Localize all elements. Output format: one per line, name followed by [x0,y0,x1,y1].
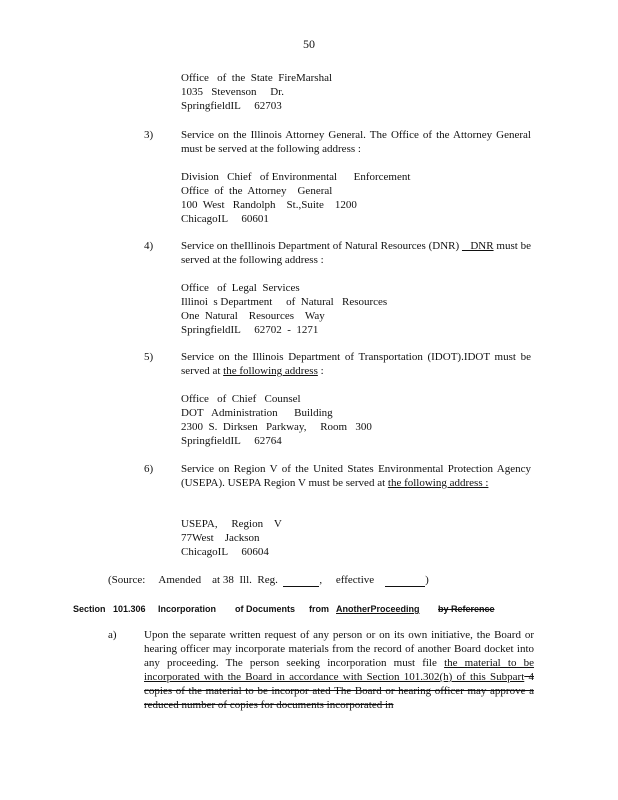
item-number: 4) [144,240,154,252]
item-text-part: Service on Region V of the United States Environmental Protection Agency (USEPA). USEPA Region V must be served at [181,463,531,489]
address-line: SpringfieldIL 62702 - 1271 [181,324,319,336]
address-line: Office of the Attorney General [181,185,333,197]
item-text [181,239,531,267]
address-line: 2300 S. Dirksen Parkway, Room 300 [181,421,372,433]
address-line: ChicagoIL 60604 [181,546,269,558]
address-line: Illinoi s Department of Natural Resources [181,296,388,308]
date-blank [283,575,319,587]
attorney-general-address [181,170,541,226]
inserted-text: the following address [223,365,318,377]
item-number: 3) [144,129,154,141]
address-line: 100 West Randolph St.,Suite 1200 [181,199,357,211]
item-text [181,462,531,490]
address-line: One Natural Resources Way [181,310,325,322]
item-text-part: Service on the Illinois Department of Transportation (IDOT).IDOT must be served at [181,351,531,377]
section-title-word: from [309,604,329,614]
item-text-part: : [317,365,324,377]
source-suffix: ) [425,574,429,586]
item-text [181,350,531,378]
dnr-address [181,281,541,337]
item-text: Service on the Illinois Attorney General. The Office of the Attorney General must be served at the following address : [181,129,531,155]
inserted-text: the following address : [387,477,489,489]
section-title-word: Incorporation [158,604,216,614]
section-title-deleted: by Reference [438,604,495,614]
address-line: SpringfieldIL 62703 [181,100,282,112]
usepa-address [181,517,541,559]
paragraph-text-part: Upon the separate written request of any person or on its own initiative, the Board or hearing officer may incorporate materials from the record of another Board docket into any proceeding. The person seeking incorporation must file [144,629,534,669]
date-blank [385,575,425,587]
address-line: Division Chief of Environmental Enforcement [181,171,411,183]
section-title-word: of Documents [235,604,296,614]
inserted-text: _ DNR [462,240,494,252]
paragraph-label: a) [108,629,117,641]
idot-address [181,392,541,448]
section-number: 101.306 [113,604,146,614]
paragraph-text [144,628,534,712]
address-line: Office of the State FireMarshal [181,72,333,84]
address-line: DOT Administration Building [181,407,333,419]
section-title-inserted: AnotherProceeding [336,604,420,614]
address-line: Office of Chief Counsel [181,393,301,405]
deleted-text: 4 copies of the material to be incorpor ated The Board or hearing officer may approve a reduced number of copies for documents incorporated in [144,671,534,711]
source-note [108,573,429,587]
item-text-part: Service on theIllinois Department of Natural Resources (DNR) [181,240,463,252]
item-text-part: must be served at the following address : [181,240,532,266]
fire-marshal-address [181,71,541,113]
item-number: 6) [144,463,154,475]
address-line: SpringfieldIL 62764 [181,435,282,447]
section-label: Section [73,604,106,614]
address-line: USEPA, Region V [181,518,282,530]
address-line: 77West Jackson [181,532,260,544]
address-line: Office of Legal Services [181,282,300,294]
source-prefix: (Source: Amended at 38 Ill. Reg. [108,574,278,586]
item-number: 5) [144,351,154,363]
source-middle: , effective [319,574,375,586]
address-line: ChicagoIL 60601 [181,213,269,225]
address-line: 1035 Stevenson Dr. [181,86,284,98]
page-number: 50 [303,37,315,51]
inserted-text: the material to be incorporated with the Board in accordance with Section 101.302(h) of this Subpart [144,657,535,683]
